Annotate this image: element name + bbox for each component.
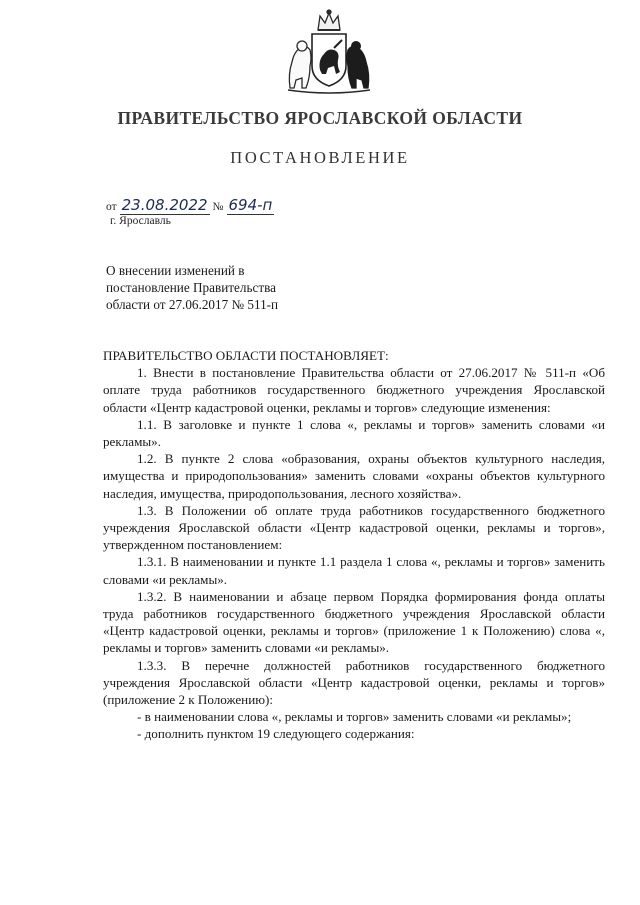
number-label: № bbox=[212, 201, 224, 213]
paragraph: - дополнить пунктом 19 следующего содержания: bbox=[137, 726, 415, 742]
paragraph: 1. Внести в постановление Правительства области от 27.06.2017 № 511-п «Об оплате труда работников государственного бюджетного учреждения Ярославской области «Центр кадастровой оценки, рекламы и торгов» следующие изменения: bbox=[103, 365, 605, 415]
subject-line: постановление Правительства bbox=[106, 280, 277, 295]
subject-line: О внесении изменений в bbox=[106, 263, 245, 278]
resolution-heading: ПРАВИТЕЛЬСТВО ОБЛАСТИ ПОСТАНОВЛЯЕТ: bbox=[103, 348, 389, 363]
paragraph: - в наименовании слова «, рекламы и торгов» заменить словами «и рекламы»; bbox=[137, 709, 572, 725]
coat-of-arms-icon bbox=[284, 8, 374, 96]
date-number-line bbox=[106, 196, 274, 214]
number-value: 694-п bbox=[228, 196, 273, 214]
subject-block bbox=[106, 262, 278, 313]
paragraph: 1.3.3. В перечне должностей работников государственного бюджетного учреждения Ярославской области «Центр кадастровой оценки, рекламы и торгов» (приложение 2 к Положению): bbox=[103, 657, 605, 708]
paragraph: 1.2. В пункте 2 слова «образования, охраны объектов культурного наследия, имущества и природопользования» заменить словами «охраны объектов культурного наследия, имущества, природопользования, лесного хозяйства». bbox=[103, 451, 605, 501]
subject-line: области от 27.06.2017 № 511-п bbox=[106, 297, 279, 312]
paragraph: 1.3.1. В наименовании и пункте 1.1 раздела 1 слова «, рекламы и торгов» заменить словами «и рекламы». bbox=[103, 554, 605, 587]
paragraph: 1.1. В заголовке и пункте 1 слова «, рекламы и торгов» заменить словами «и рекламы». bbox=[103, 416, 605, 450]
city: г. Ярославль bbox=[110, 215, 171, 227]
date-value: 23.08.2022 bbox=[121, 196, 208, 214]
date-label: от bbox=[106, 201, 117, 213]
paragraph: 1.3. В Положении об оплате труда работников государственного бюджетного учреждения Ярославской области «Центр кадастровой оценки, рекламы и торгов», утвержденном постановлением: bbox=[103, 502, 605, 553]
government-title: ПРАВИТЕЛЬСТВО ЯРОСЛАВСКОЙ ОБЛАСТИ bbox=[117, 108, 523, 128]
document-type: ПОСТАНОВЛЕНИЕ bbox=[230, 148, 410, 167]
paragraph: 1.3.2. В наименовании и абзаце первом Порядка формирования фонда оплаты труда работников государственного бюджетного учреждения Ярославской области «Центр кадастровой оценки, рекламы и торгов» (приложение 1 к Положению) слова «, рекламы и торгов» заменить словами «и рекламы». bbox=[103, 588, 605, 656]
document-body bbox=[103, 347, 605, 743]
